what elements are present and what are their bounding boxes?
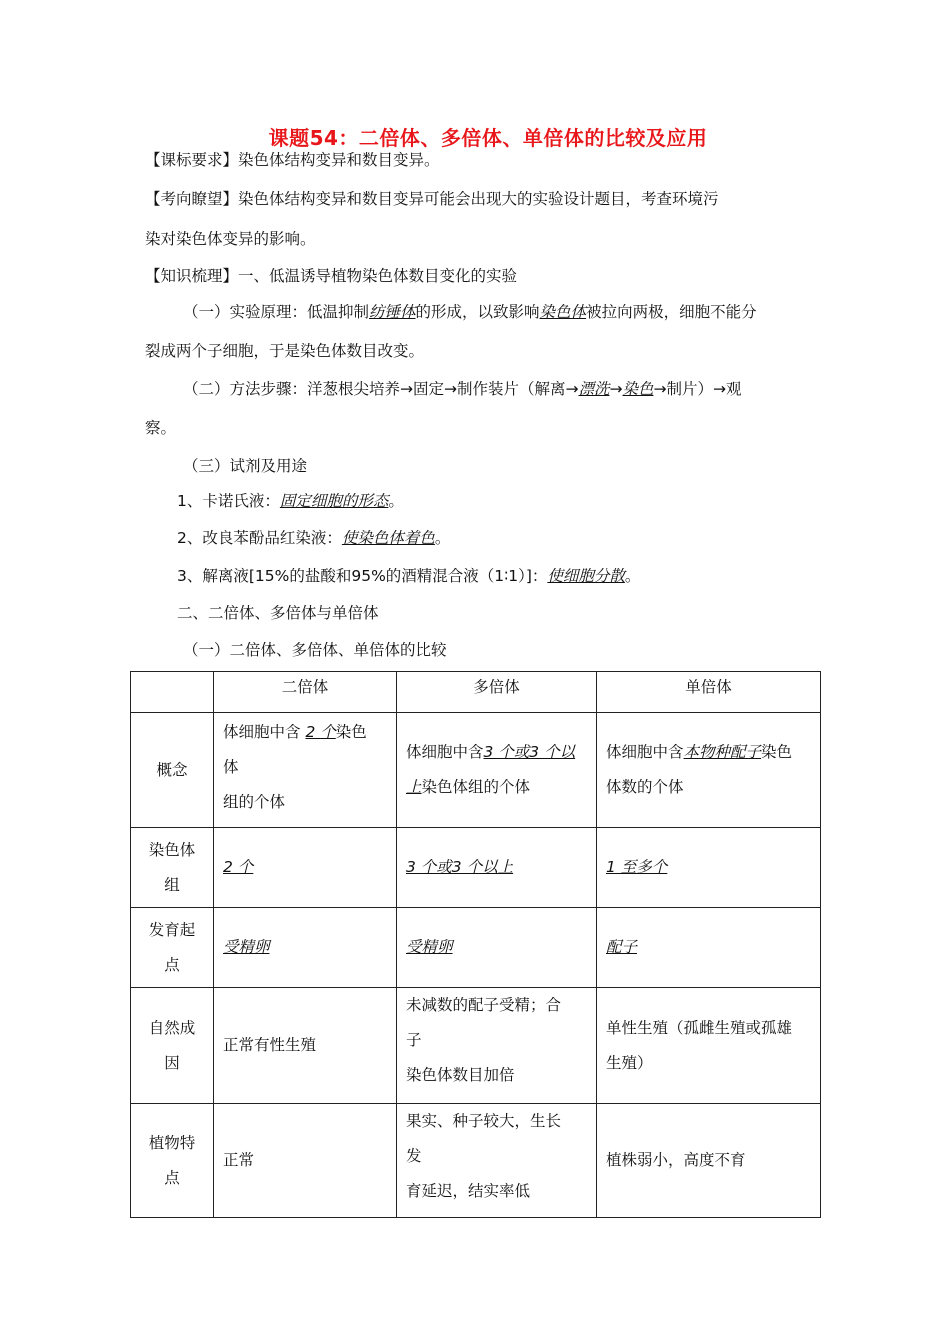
row-label: 概念 (131, 713, 214, 828)
row-label-line: 因 (164, 1053, 180, 1072)
cell-text: 子 (406, 1031, 422, 1049)
principle-blank-2: 染色体 (539, 303, 587, 321)
knowledge-label: 【知识梳理】 (145, 267, 239, 285)
reagent-end: 。 (388, 492, 404, 510)
outlook-text1: 染色体结构变异和数目变异可能会出现大的实验设计题目，考查环境污 (238, 190, 719, 208)
curriculum-text: 染色体结构变异和数目变异。 (238, 151, 440, 169)
knowledge-text: 一、低温诱导植物染色体数目变化的实验 (238, 267, 518, 285)
cell-text: 体数的个体 (606, 778, 684, 796)
reagent-item (177, 566, 640, 586)
comparison-table (130, 671, 821, 1218)
reagent-name: 2、改良苯酚品红染液： (177, 529, 342, 547)
cell-answer: 2 个 (305, 723, 336, 741)
cell-answer: 配子 (606, 938, 638, 956)
cell-text: 染色体数目加倍 (406, 1066, 515, 1084)
outlook-label: 【考向瞭望】 (145, 190, 239, 208)
table-row-cause (131, 988, 821, 1104)
curriculum-label: 【课标要求】 (145, 151, 239, 169)
row-label-line: 点 (164, 1168, 180, 1187)
cell-answer: 受精卵 (223, 938, 270, 956)
row-label-line: 自然成 (148, 1018, 196, 1037)
cell-text: 组的个体 (223, 793, 286, 811)
cell-text: 未减数的配子受精；合 (406, 996, 562, 1014)
row-label (131, 908, 214, 988)
cell-answer: 受精卵 (406, 938, 453, 956)
row-label-line: 植物特 (148, 1133, 196, 1152)
cell-text: 体细胞中含 (606, 743, 684, 761)
cell-text: 单性生殖（孤雌生殖或孤雄 (606, 1018, 793, 1037)
cell-text: 发 (406, 1147, 422, 1165)
method-blank-2: 染色 (622, 380, 654, 398)
reagent-end: 。 (624, 567, 641, 585)
cell-polyploid (397, 988, 597, 1104)
cell-text: 体细胞中含 (406, 743, 484, 761)
reagent-use: 使染色体着色 (341, 529, 435, 547)
method-line1 (183, 379, 741, 399)
table-header-row (131, 672, 821, 713)
reagents-heading: （三）试剂及用途 (183, 457, 308, 475)
cell-diploid: 正常有性生殖 (214, 988, 397, 1104)
row-label-line: 点 (164, 955, 180, 974)
row-label (131, 988, 214, 1104)
principle-text-b: 的形成，以致影响 (415, 303, 540, 321)
cell-answer: 上 (406, 778, 422, 796)
cell-diploid (214, 828, 397, 908)
cell-text: 染色 (335, 723, 367, 741)
cell-polyploid (397, 908, 597, 988)
outlook-line2: 染对染色体变异的影响。 (145, 230, 316, 248)
cell-polyploid (397, 1104, 597, 1218)
cell-haploid (597, 713, 821, 828)
row-label-line: 染色体 (148, 840, 196, 859)
reagent-item (177, 528, 450, 548)
table-row-concept (131, 713, 821, 828)
compare-heading: （一）二倍体、多倍体、单倍体的比较 (183, 641, 447, 659)
cell-text: 果实、种子较大，生长 (406, 1112, 562, 1130)
method-blank-1: 漂洗 (578, 380, 610, 398)
reagent-end: 。 (434, 529, 451, 547)
section2-heading: 二、二倍体、多倍体与单倍体 (177, 604, 379, 622)
cell-answer: 2 个 (223, 858, 254, 876)
header-polyploid: 多倍体 (397, 672, 597, 713)
cell-answer: 1 至多个 (606, 858, 668, 876)
cell-text: 生殖） (606, 1053, 653, 1072)
table-row-sets (131, 828, 821, 908)
table-row-origin (131, 908, 821, 988)
cell-diploid: 正常 (214, 1104, 397, 1218)
cell-polyploid (397, 713, 597, 828)
cell-haploid: 植株弱小，高度不育 (597, 1104, 821, 1218)
header-empty (131, 672, 214, 713)
cell-answer: 3 个或3 个以上 (406, 858, 514, 876)
reagent-use: 固定细胞的形态 (279, 492, 389, 510)
reagent-name: 3、解离液[15%的盐酸和95%的酒精混合液（1∶1）]： (177, 567, 548, 585)
method-text-a: （二）方法步骤：洋葱根尖培养→固定→制作装片（解离→ (183, 380, 579, 398)
reagent-item (177, 491, 404, 511)
cell-answer: 本物种配子 (683, 743, 762, 761)
cell-text: 染色体组的个体 (421, 778, 531, 796)
principle-text-c: 被拉向两极，细胞不能分 (586, 303, 757, 321)
row-label (131, 828, 214, 908)
row-label (131, 1104, 214, 1218)
table-row-plant (131, 1104, 821, 1218)
outlook-line1 (145, 189, 719, 209)
cell-haploid (597, 908, 821, 988)
method-text-b: →制片）→观 (653, 380, 742, 398)
cell-answer: 3 个或3 个以 (483, 743, 576, 761)
cell-text: 染色 (761, 743, 793, 761)
cell-haploid (597, 828, 821, 908)
cell-text: 育延迟，结实率低 (406, 1182, 531, 1200)
principle-line2: 裂成两个子细胞，于是染色体数目改变。 (145, 342, 425, 360)
principle-text-a: （一）实验原理：低温抑制 (183, 303, 370, 321)
cell-polyploid (397, 828, 597, 908)
row-label-line: 发育起 (148, 920, 196, 939)
knowledge-line (145, 266, 517, 286)
method-arrow: → (609, 380, 623, 398)
page-title: 课题54：二倍体、多倍体、单倍体的比较及应用 (268, 126, 708, 150)
cell-diploid (214, 713, 397, 828)
header-diploid: 二倍体 (214, 672, 397, 713)
header-haploid: 单倍体 (597, 672, 821, 713)
cell-haploid (597, 988, 821, 1104)
reagent-use: 使细胞分散 (547, 567, 625, 585)
principle-line1 (183, 302, 757, 322)
cell-diploid (214, 908, 397, 988)
cell-text: 体细胞中含 (223, 723, 306, 741)
row-label-line: 组 (164, 875, 180, 894)
method-line2: 察。 (145, 419, 177, 437)
cell-text: 体 (223, 758, 239, 776)
curriculum-line (145, 150, 440, 170)
reagent-name: 1、卡诺氏液： (177, 492, 280, 510)
principle-blank-1: 纺锤体 (369, 303, 416, 321)
